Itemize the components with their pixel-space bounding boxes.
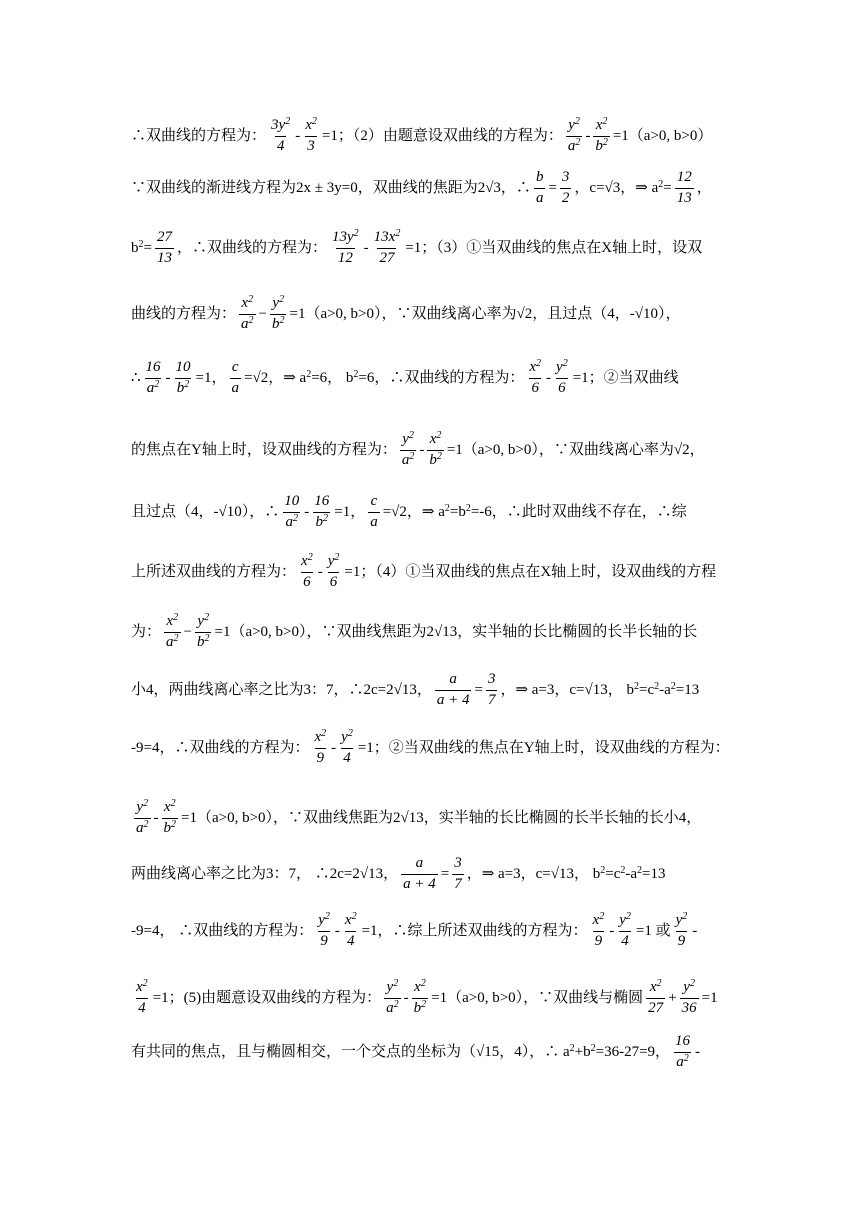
text-run: - xyxy=(331,739,337,756)
fraction-numerator: $y^2$ xyxy=(568,116,580,133)
fraction-numerator: $x^2$ xyxy=(301,552,313,569)
text-run: =1（a>0, b>0），∵双曲线焦距为2√13，实半轴的长比椭圆的长半长轴的长 xyxy=(214,623,698,640)
fraction-numerator: $y^2$ xyxy=(272,294,285,311)
fraction-numerator: 3 xyxy=(454,855,462,871)
text-run: =1；(5)由题意设双曲线的方程为： xyxy=(152,989,382,1006)
math-fraction xyxy=(134,800,151,837)
math-fraction xyxy=(401,856,438,893)
fraction-numerator: $13y^2$ xyxy=(331,228,359,245)
text-run: =√2，⇒ $a^2=6$， $b^2=6$，∴双曲线的方程为： xyxy=(244,368,525,386)
math-fraction xyxy=(680,980,699,1017)
text-run: =1（a>0, b>0） xyxy=(612,127,713,144)
text-line xyxy=(131,980,732,1017)
fraction-numerator: 16 xyxy=(314,493,330,509)
fraction-denominator: 9 xyxy=(320,932,328,949)
fraction-numerator: $x^2$ xyxy=(163,798,176,815)
text-run: -9=4， ∴双曲线的方程为： xyxy=(131,922,314,939)
math-fraction xyxy=(646,980,665,1017)
fraction-numerator: $y^2$ xyxy=(675,911,688,928)
fraction-denominator: 4 xyxy=(621,932,629,949)
fraction-denominator: 13 xyxy=(676,189,692,206)
fraction-denominator: 6 xyxy=(329,573,338,590)
text-run: =1 或 xyxy=(635,922,671,939)
fraction-denominator: 9 xyxy=(594,932,603,949)
text-line xyxy=(131,1034,732,1071)
math-fraction xyxy=(326,554,342,591)
text-line xyxy=(131,360,732,397)
fraction-denominator: $b^2$ xyxy=(315,512,328,530)
fraction-denominator: a + 4 xyxy=(403,875,436,892)
fraction-denominator: 6 xyxy=(558,379,566,396)
fraction-denominator: $b^2$ xyxy=(413,998,427,1016)
math-fraction xyxy=(174,360,193,397)
text-run: - xyxy=(304,503,310,520)
fraction-denominator: 13 xyxy=(156,249,172,266)
math-fraction xyxy=(155,230,174,267)
math-fraction xyxy=(316,913,332,950)
text-line xyxy=(131,856,732,893)
text-run: ，c=√3，⇒ $a^2=$ xyxy=(574,178,672,196)
text-run: ，⇒ a=3，c=√13， $b^2=c^2-a^2=13$ xyxy=(466,864,666,882)
math-fraction xyxy=(312,494,331,531)
text-run: − xyxy=(258,305,267,322)
text-run: =1（a>0, b>0），∵双曲线离心率为√2， xyxy=(446,441,705,458)
math-fraction xyxy=(591,913,607,950)
fraction-denominator: 6 xyxy=(531,379,539,396)
text-run: - xyxy=(317,563,323,580)
fraction-denominator: $a^2$ xyxy=(166,632,179,650)
math-fraction xyxy=(427,432,444,469)
math-fraction xyxy=(239,296,256,333)
text-run: = xyxy=(440,865,450,882)
fraction-denominator: a + 4 xyxy=(436,691,470,708)
text-run: - xyxy=(363,239,369,256)
text-line xyxy=(131,554,732,591)
math-fraction xyxy=(675,170,694,207)
fraction-denominator: a xyxy=(231,379,240,396)
text-run: =1， xyxy=(195,369,227,386)
text-run: ∴双曲线的方程为： xyxy=(131,127,267,144)
text-run: =1（a>0, b>0），∵双曲线与椭圆 xyxy=(431,989,644,1006)
math-fraction xyxy=(593,118,610,155)
math-fraction xyxy=(312,730,328,767)
fraction-numerator: a xyxy=(415,855,424,871)
fraction-denominator: 7 xyxy=(454,875,462,892)
text-run: ∴ xyxy=(131,369,141,386)
fraction-numerator: $x^2$ xyxy=(314,728,327,745)
text-run: ，⇒ a=3，c=√13， $b^2=c^2-a^2=13$ xyxy=(500,680,700,698)
text-run: ， xyxy=(696,179,712,196)
text-run: =1；（3）①当双曲线的焦点在X轴上时，设双 xyxy=(405,239,703,256)
math-fraction xyxy=(195,614,212,651)
fraction-numerator: $x^2$ xyxy=(649,978,662,995)
math-fraction xyxy=(330,230,361,267)
fraction-numerator: $y^2$ xyxy=(619,911,631,928)
math-fraction xyxy=(400,432,417,469)
fraction-denominator: 7 xyxy=(487,691,496,708)
fraction-denominator: $a^2$ xyxy=(285,512,298,530)
math-fraction xyxy=(303,118,319,155)
fraction-denominator: 6 xyxy=(303,573,311,590)
text-run: =1；（2）由题意设双曲线的方程为： xyxy=(321,127,563,144)
text-line xyxy=(131,494,732,531)
text-run: =1；②当双曲线 xyxy=(572,369,679,386)
fraction-numerator: $x^2$ xyxy=(592,911,605,928)
text-run: - xyxy=(334,922,340,939)
fraction-numerator: $y^2$ xyxy=(341,728,353,745)
text-run: + xyxy=(668,989,677,1006)
text-line xyxy=(131,230,732,267)
fraction-numerator: $y^2$ xyxy=(556,358,568,375)
text-run: − xyxy=(183,623,192,640)
fraction-numerator: $13x^2$ xyxy=(373,228,401,245)
fraction-numerator: 3 xyxy=(487,671,496,687)
fraction-numerator: 10 xyxy=(175,359,191,375)
fraction-numerator: $x^2$ xyxy=(241,294,254,311)
text-run: = xyxy=(474,681,483,698)
fraction-denominator: 4 xyxy=(346,932,355,949)
math-fraction xyxy=(617,913,633,950)
math-fraction xyxy=(486,672,498,709)
text-run: =1（a>0, b>0），∵双曲线焦距为2√13，实半轴的长比椭圆的长半长轴的长小4， xyxy=(181,809,702,826)
fraction-numerator: $x^2$ xyxy=(429,430,442,447)
fraction-denominator: $a^2$ xyxy=(136,818,149,836)
text-line xyxy=(131,296,732,333)
text-run: -9=4，∴双曲线的方程为： xyxy=(131,739,310,756)
text-run: $b^2=$ xyxy=(131,238,152,256)
fraction-numerator: $x^2$ xyxy=(595,116,608,133)
math-fraction xyxy=(282,494,301,531)
math-fraction xyxy=(144,360,163,397)
fraction-denominator: $a^2$ xyxy=(241,314,254,332)
fraction-denominator: 4 xyxy=(343,749,351,766)
fraction-numerator: b xyxy=(535,169,544,185)
math-fraction xyxy=(527,360,543,397)
fraction-numerator: c xyxy=(231,359,239,375)
text-run: - xyxy=(419,441,425,458)
text-run: =1 xyxy=(701,989,718,1006)
text-line xyxy=(131,432,732,469)
text-run: - xyxy=(165,369,171,386)
math-fraction xyxy=(230,360,242,397)
text-run: - xyxy=(585,127,591,144)
text-run: - xyxy=(153,809,159,826)
fraction-denominator: 27 xyxy=(379,249,395,266)
math-fraction xyxy=(554,360,570,397)
text-run: - xyxy=(546,369,552,386)
fraction-denominator: 12 xyxy=(337,249,353,266)
math-fraction xyxy=(269,118,292,155)
text-run: 曲线的方程为： xyxy=(131,305,237,322)
math-fraction xyxy=(339,730,355,767)
fraction-numerator: a xyxy=(449,671,457,687)
fraction-denominator: $a^2$ xyxy=(676,1052,689,1070)
text-line xyxy=(131,118,732,155)
text-run: 为： xyxy=(131,623,162,640)
math-fraction xyxy=(162,800,179,837)
fraction-numerator: 12 xyxy=(676,169,692,185)
fraction-denominator: 3 xyxy=(307,137,315,154)
fraction-numerator: 16 xyxy=(145,359,161,375)
math-fraction xyxy=(412,980,429,1017)
math-fraction xyxy=(673,1034,692,1071)
text-run: 且过点（4，-√10），∴ xyxy=(131,503,280,520)
fraction-numerator: $y^2$ xyxy=(318,911,330,928)
fraction-numerator: 27 xyxy=(156,229,172,245)
fraction-denominator: 2 xyxy=(561,189,570,206)
text-run: = xyxy=(548,179,557,196)
text-run: 上所述双曲线的方程为： xyxy=(131,563,297,580)
math-fraction xyxy=(534,170,546,207)
fraction-numerator: $y^2$ xyxy=(683,978,695,995)
fraction-denominator: a xyxy=(535,189,544,206)
fraction-numerator: $x^2$ xyxy=(414,978,426,995)
text-run: =1， xyxy=(334,503,366,520)
fraction-numerator: $x^2$ xyxy=(344,911,357,928)
text-line xyxy=(131,730,732,767)
text-run: 小4，两曲线离心率之比为3：7，∴2c=2√13， xyxy=(131,681,432,698)
fraction-denominator: $a^2$ xyxy=(567,136,581,154)
text-line xyxy=(131,614,732,651)
math-fraction xyxy=(134,980,150,1017)
fraction-numerator: $y^2$ xyxy=(402,430,414,447)
fraction-numerator: $3y^2$ xyxy=(271,116,291,133)
fraction-numerator: $x^2$ xyxy=(166,612,179,629)
fraction-denominator: 9 xyxy=(677,932,686,949)
math-fraction xyxy=(384,980,401,1017)
text-run: - xyxy=(695,1043,701,1060)
fraction-denominator: $b^2$ xyxy=(595,136,608,154)
math-fraction xyxy=(452,856,464,893)
fraction-numerator: $y^2$ xyxy=(386,978,399,995)
text-line xyxy=(131,913,732,950)
text-run: =1（a>0, b>0），∵双曲线离心率为√2，且过点（4，-√10）， xyxy=(289,305,681,322)
fraction-numerator: $x^2$ xyxy=(136,978,148,995)
math-fraction xyxy=(343,913,359,950)
fraction-numerator: 10 xyxy=(284,493,300,509)
fraction-numerator: $y^2$ xyxy=(197,612,210,629)
text-run: - xyxy=(692,922,698,939)
text-run: =1；（4）①当双曲线的焦点在X轴上时，设双曲线的方程 xyxy=(344,563,717,580)
math-fraction xyxy=(372,230,403,267)
fraction-denominator: $b^2$ xyxy=(271,314,285,332)
text-run: - xyxy=(403,989,409,1006)
fraction-denominator: $b^2$ xyxy=(176,378,190,396)
math-fraction xyxy=(566,118,583,155)
fraction-denominator: $b^2$ xyxy=(196,632,210,650)
fraction-denominator: 36 xyxy=(681,999,697,1016)
fraction-numerator: c xyxy=(370,493,378,509)
fraction-numerator: $x^2$ xyxy=(529,358,542,375)
text-run: 有共同的焦点，且与椭圆相交，一个交点的坐标为（√15，4），∴ $a^2+b^2=36-27=9$， xyxy=(131,1042,671,1060)
math-fraction xyxy=(674,913,690,950)
math-fraction xyxy=(435,672,472,709)
text-run: 两曲线离心率之比为3：7， ∴2c=2√13， xyxy=(131,865,399,882)
fraction-denominator: $a^2$ xyxy=(401,450,415,468)
text-line xyxy=(131,672,732,709)
fraction-numerator: 16 xyxy=(675,1033,691,1049)
text-run: ，∴双曲线的方程为： xyxy=(176,239,327,256)
math-fraction xyxy=(270,296,287,333)
fraction-numerator: 3 xyxy=(561,169,570,185)
fraction-denominator: $b^2$ xyxy=(429,450,442,468)
text-line xyxy=(131,800,732,837)
fraction-denominator: 4 xyxy=(138,999,146,1016)
math-fraction xyxy=(368,494,380,531)
text-run: - xyxy=(609,922,615,939)
fraction-numerator: $y^2$ xyxy=(136,798,149,815)
fraction-numerator: $y^2$ xyxy=(327,552,340,569)
math-fraction xyxy=(560,170,572,207)
text-run: 的焦点在Y轴上时，设双曲线的方程为： xyxy=(131,441,397,458)
math-fraction xyxy=(299,554,315,591)
fraction-denominator: $a^2$ xyxy=(146,378,160,396)
fraction-denominator: $a^2$ xyxy=(386,998,399,1016)
fraction-denominator: 4 xyxy=(276,137,285,154)
fraction-denominator: a xyxy=(370,513,378,530)
text-run: ∵双曲线的渐进线方程为2x ± 3y=0，双曲线的焦距为2√3，∴ xyxy=(131,179,531,196)
text-run: =1；②当双曲线的焦点在Y轴上时，设双曲线的方程为： xyxy=(357,739,730,756)
fraction-numerator: $x^2$ xyxy=(305,116,317,133)
text-line xyxy=(131,170,732,207)
fraction-denominator: 27 xyxy=(648,999,664,1016)
text-run: - xyxy=(295,127,301,144)
text-run: =√2，⇒ $a^2=b^2=-6$，∴此时双曲线不存在，∴综 xyxy=(382,502,687,520)
text-run: =1，∴综上所述双曲线的方程为： xyxy=(361,922,588,939)
math-fraction xyxy=(164,614,181,651)
fraction-denominator: 9 xyxy=(316,749,325,766)
fraction-denominator: $b^2$ xyxy=(163,818,176,836)
